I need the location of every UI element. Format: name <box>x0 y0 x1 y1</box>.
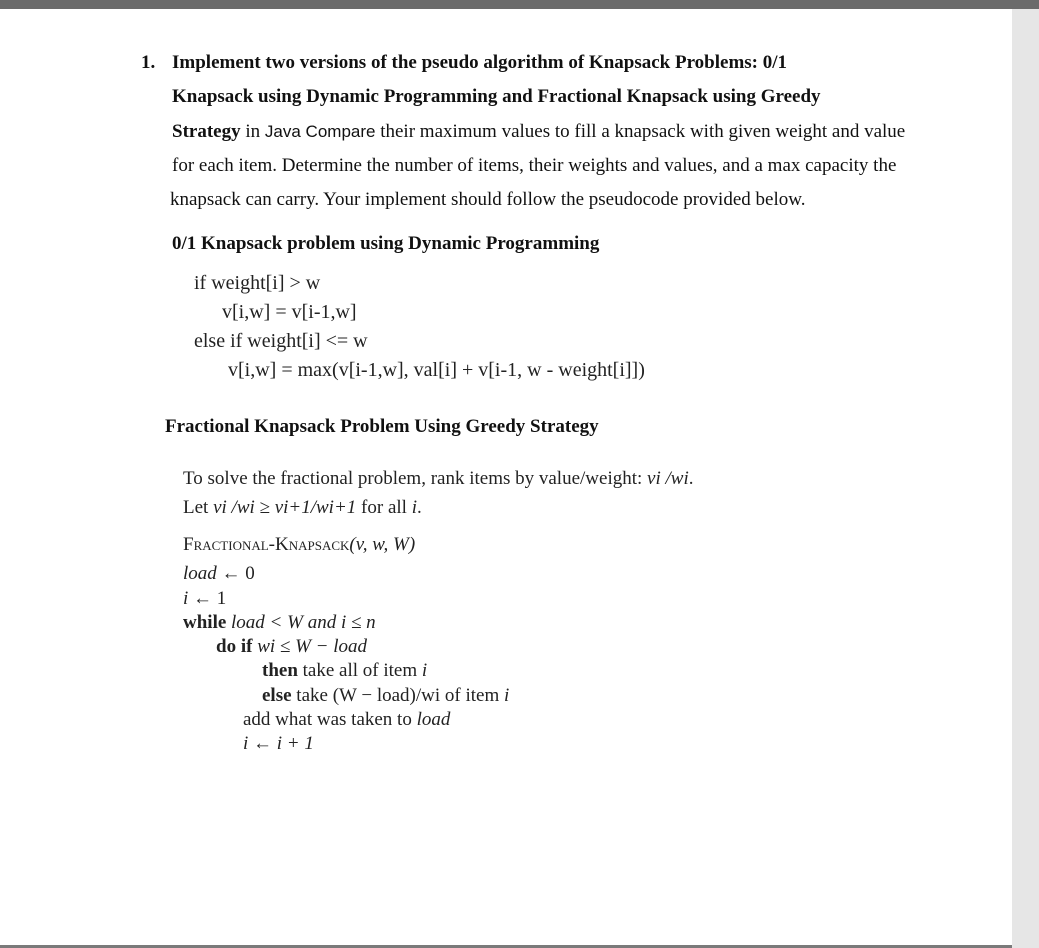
question-line-1: Implement two versions of the pseudo algorithm of Knapsack Problems: 0/1 <box>172 52 788 73</box>
question-line-3 <box>172 121 905 143</box>
pseudo-then: then take all of item i <box>262 660 428 681</box>
compare-word: Compare <box>305 122 376 141</box>
i-var: i <box>183 588 189 609</box>
question-line-5: knapsack can carry. Your implement should follow the pseudocode provided below. <box>170 189 806 210</box>
procedure-signature <box>183 534 415 556</box>
dp-heading: 0/1 Knapsack problem using Dynamic Programming <box>172 233 600 254</box>
do-keyword: do <box>216 636 237 657</box>
else-keyword: else <box>262 685 292 706</box>
greedy-intro-formula: vi /wi <box>647 468 689 489</box>
load-var: load <box>183 563 217 584</box>
greedy-heading: Fractional Knapsack Problem Using Greedy Strategy <box>165 416 599 437</box>
if-condition: wi ≤ W − load <box>252 636 367 657</box>
pseudo-i-init <box>183 588 226 610</box>
pseudo-add: add what was taken to load <box>243 709 451 730</box>
document-page <box>0 9 1012 945</box>
while-condition: load < W and i ≤ n <box>226 612 376 633</box>
in-word: in <box>240 121 265 142</box>
add-text: add what was taken to <box>243 709 417 730</box>
while-keyword: while <box>183 612 227 633</box>
let-i: i <box>411 497 417 518</box>
question-number: 1. <box>141 52 156 73</box>
dp-code-line-1: if weight[i] > w <box>194 272 321 294</box>
dp-code-line-4: v[i,w] = max(v[i-1,w], val[i] + v[i-1, w - weight[i]]) <box>228 359 645 381</box>
then-keyword: then <box>262 660 298 681</box>
greedy-let-line: Let vi /wi ≥ vi+1/wi+1 for all i. <box>183 497 422 518</box>
if-keyword: if <box>240 636 253 657</box>
let-text: Let <box>183 497 214 518</box>
load-init: ← 0 <box>216 563 255 584</box>
then-text: take all of item <box>297 660 422 681</box>
let-formula: vi /wi ≥ vi+1/wi+1 <box>213 497 357 518</box>
question-line-2: Knapsack using Dynamic Programming and Fractional Knapsack using Greedy <box>172 86 821 107</box>
i-init: ← 1 <box>188 588 227 609</box>
strategy-word: Strategy <box>172 121 241 142</box>
question-line-4: for each item. Determine the number of items, their weights and values, and a max capacity the <box>172 155 897 176</box>
scrollbar-gutter[interactable] <box>1012 9 1039 948</box>
line-3-rest: their maximum values to fill a knapsack with given weight and value <box>375 121 906 142</box>
greedy-intro-text: To solve the fractional problem, rank items by value/weight: <box>183 468 648 489</box>
greedy-intro: To solve the fractional problem, rank items by value/weight: vi /wi. <box>183 468 694 489</box>
procedure-name: Fractional-Knapsack <box>183 534 350 555</box>
pseudo-load-init <box>183 563 255 585</box>
dp-code-line-3: else if weight[i] <= w <box>194 330 368 352</box>
pseudo-do-if <box>216 636 367 658</box>
window-top-bar <box>0 0 1039 9</box>
let-for-all: for all <box>356 497 412 518</box>
procedure-args: (v, w, W) <box>349 534 416 555</box>
pseudo-increment: i ← i + 1 <box>243 733 314 754</box>
pseudo-else: else take (W − load)/wi of item i <box>262 685 510 706</box>
dp-code-line-2: v[i,w] = v[i-1,w] <box>222 301 357 323</box>
pseudo-while <box>183 612 376 634</box>
java-word: Java <box>264 122 301 141</box>
else-text: take (W − load)/wi of item <box>291 685 504 706</box>
